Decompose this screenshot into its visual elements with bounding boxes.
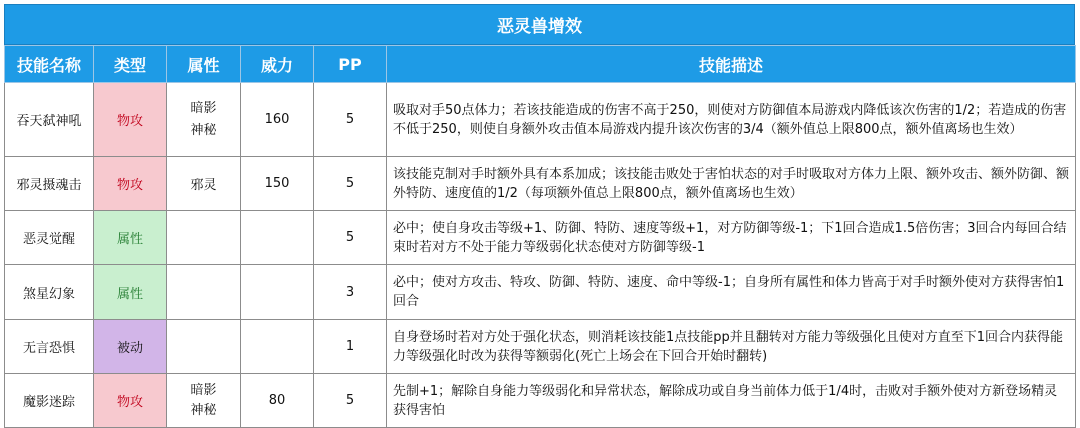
- header-power: 威力: [241, 46, 314, 83]
- skill-description: 该技能克制对手时额外具有本系加成；该技能击败处于害怕状态的对手时吸取对方体力上限、额外攻击、额外防御、额外特防、速度值的1/2（每项额外值总上限800点，额外值离场也生效）: [387, 157, 1076, 211]
- header-pp: PP: [314, 46, 387, 83]
- skill-power: [241, 265, 314, 320]
- skill-description: 必中；使自身攻击等级+1、防御、特防、速度等级+1，对方防御等级-1；下1回合造成1.5倍伤害；3回合内每回合结束时若对方不处于能力等级弱化状态使对方防御等级-1: [387, 211, 1076, 265]
- table-row: [5, 83, 1076, 157]
- skill-table: [4, 45, 1076, 428]
- skill-attribute: 暗影 神秘: [167, 374, 241, 428]
- skill-description: 自身登场时若对方处于强化状态，则消耗该技能1点技能pp并且翻转对方能力等级强化且使对方直至下1回合内获得能力等级强化时改为获得等额弱化(死亡上场会在下回合开始时翻转): [387, 320, 1076, 374]
- skill-attribute: [167, 265, 241, 320]
- skill-pp: 5: [314, 211, 387, 265]
- table-row: [5, 157, 1076, 211]
- skill-name: 邪灵摄魂击: [5, 157, 94, 211]
- table-row: [5, 211, 1076, 265]
- skill-type: 物攻: [94, 157, 167, 211]
- skill-name: 煞星幻象: [5, 265, 94, 320]
- skill-pp: 5: [314, 374, 387, 428]
- skill-name: 恶灵觉醒: [5, 211, 94, 265]
- skill-type: 物攻: [94, 374, 167, 428]
- skill-pp: 5: [314, 83, 387, 157]
- skill-description: 先制+1；解除自身能力等级弱化和异常状态，解除成功或自身当前体力低于1/4时，击败对手额外使对方新登场精灵获得害怕: [387, 374, 1076, 428]
- skill-power: 150: [241, 157, 314, 211]
- skill-power: [241, 211, 314, 265]
- table-row: [5, 320, 1076, 374]
- header-description: 技能描述: [387, 46, 1076, 83]
- skill-name: 魔影迷踪: [5, 374, 94, 428]
- skill-power: 80: [241, 374, 314, 428]
- skill-name: 无言恐惧: [5, 320, 94, 374]
- table-row: [5, 265, 1076, 320]
- skill-type: 被动: [94, 320, 167, 374]
- skill-power: 160: [241, 83, 314, 157]
- skill-pp: 1: [314, 320, 387, 374]
- skill-power: [241, 320, 314, 374]
- header-attribute: 属性: [167, 46, 241, 83]
- skill-attribute: [167, 211, 241, 265]
- skill-type: 属性: [94, 265, 167, 320]
- skill-name: 吞天弑神吼: [5, 83, 94, 157]
- skill-description: 必中；使对方攻击、特攻、防御、特防、速度、命中等级-1；自身所有属性和体力皆高于对手时额外使对方获得害怕1回合: [387, 265, 1076, 320]
- skill-table-container: [4, 4, 1075, 428]
- header-type: 类型: [94, 46, 167, 83]
- header-row: [5, 46, 1076, 83]
- skill-type: 属性: [94, 211, 167, 265]
- skill-description: 吸取对手50点体力；若该技能造成的伤害不高于250，则使对方防御值本局游戏内降低该次伤害的1/2；若造成的伤害不低于250，则使自身额外攻击值本局游戏内提升该次伤害的3/4（额外值总上限800点，额外值离场也生效）: [387, 83, 1076, 157]
- header-skill-name: 技能名称: [5, 46, 94, 83]
- table-row: [5, 374, 1076, 428]
- skill-attribute: 邪灵: [167, 157, 241, 211]
- skill-attribute: [167, 320, 241, 374]
- skill-attribute: 暗影 神秘: [167, 83, 241, 157]
- table-title: 恶灵兽增效: [4, 4, 1075, 45]
- skill-type: 物攻: [94, 83, 167, 157]
- skill-pp: 3: [314, 265, 387, 320]
- skill-pp: 5: [314, 157, 387, 211]
